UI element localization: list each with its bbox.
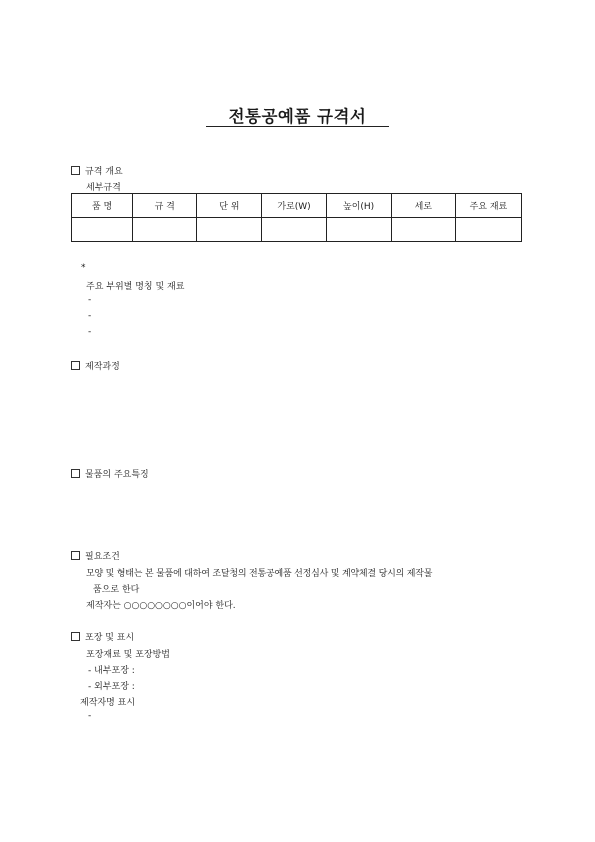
spec-table: [71, 193, 522, 242]
requirements-line: 제작자는 ○○○○○○○○이어야 한다.: [86, 601, 236, 611]
table-cell: [391, 218, 455, 242]
spec-heading-text: 규격 개요: [85, 167, 123, 177]
column-header: 높이(H): [326, 194, 391, 218]
features-heading-text: 물품의 주요특징: [85, 470, 149, 480]
process-section-heading: [71, 359, 120, 372]
features-section-heading: [71, 467, 149, 480]
maker-dash: -: [88, 711, 92, 721]
spec-subheading: 세부규격: [86, 183, 121, 193]
maker-label: 제작자명 표시: [80, 698, 136, 708]
checkbox-icon: [71, 361, 80, 370]
note-star: *: [81, 263, 86, 273]
requirements-heading-text: 필요조건: [85, 552, 120, 562]
requirements-section-heading: [71, 549, 120, 562]
parts-label: 주요 부위별 명칭 및 재료: [86, 282, 185, 292]
checkbox-icon: [71, 551, 80, 560]
spec-table-header-row: [72, 194, 522, 218]
packaging-section-heading: [71, 630, 134, 643]
column-header: 규 격: [133, 194, 197, 218]
column-header: 주요 재료: [455, 194, 521, 218]
table-cell: [72, 218, 133, 242]
packaging-heading-text: 포장 및 표시: [85, 633, 135, 643]
title-underline: [206, 126, 389, 127]
checkbox-icon: [71, 166, 80, 175]
table-cell: [262, 218, 326, 242]
column-header: 가로(W): [262, 194, 326, 218]
spec-section-heading: [71, 164, 123, 177]
parts-dash: -: [88, 295, 92, 305]
table-cell: [455, 218, 521, 242]
table-row: [72, 218, 522, 242]
packaging-inner: - 내부포장 :: [88, 666, 135, 676]
column-header: 세로: [391, 194, 455, 218]
requirements-line: 모양 및 형태는 본 물품에 대하여 조달청의 전통공예품 선정심사 및 계약체결 당시의 제작물: [86, 569, 433, 579]
parts-dash: -: [88, 311, 92, 321]
packaging-sub: 포장재료 및 포장방법: [86, 650, 170, 660]
table-cell: [326, 218, 391, 242]
requirements-line: 품으로 한다: [93, 585, 140, 595]
process-heading-text: 제작과정: [85, 362, 120, 372]
document-title: 전통공예품 규격서: [228, 107, 367, 126]
column-header: 품 명: [72, 194, 133, 218]
packaging-outer: - 외부포장 :: [88, 682, 135, 692]
column-header: 단 위: [197, 194, 262, 218]
table-cell: [133, 218, 197, 242]
table-cell: [197, 218, 262, 242]
checkbox-icon: [71, 469, 80, 478]
checkbox-icon: [71, 632, 80, 641]
parts-dash: -: [88, 327, 92, 337]
